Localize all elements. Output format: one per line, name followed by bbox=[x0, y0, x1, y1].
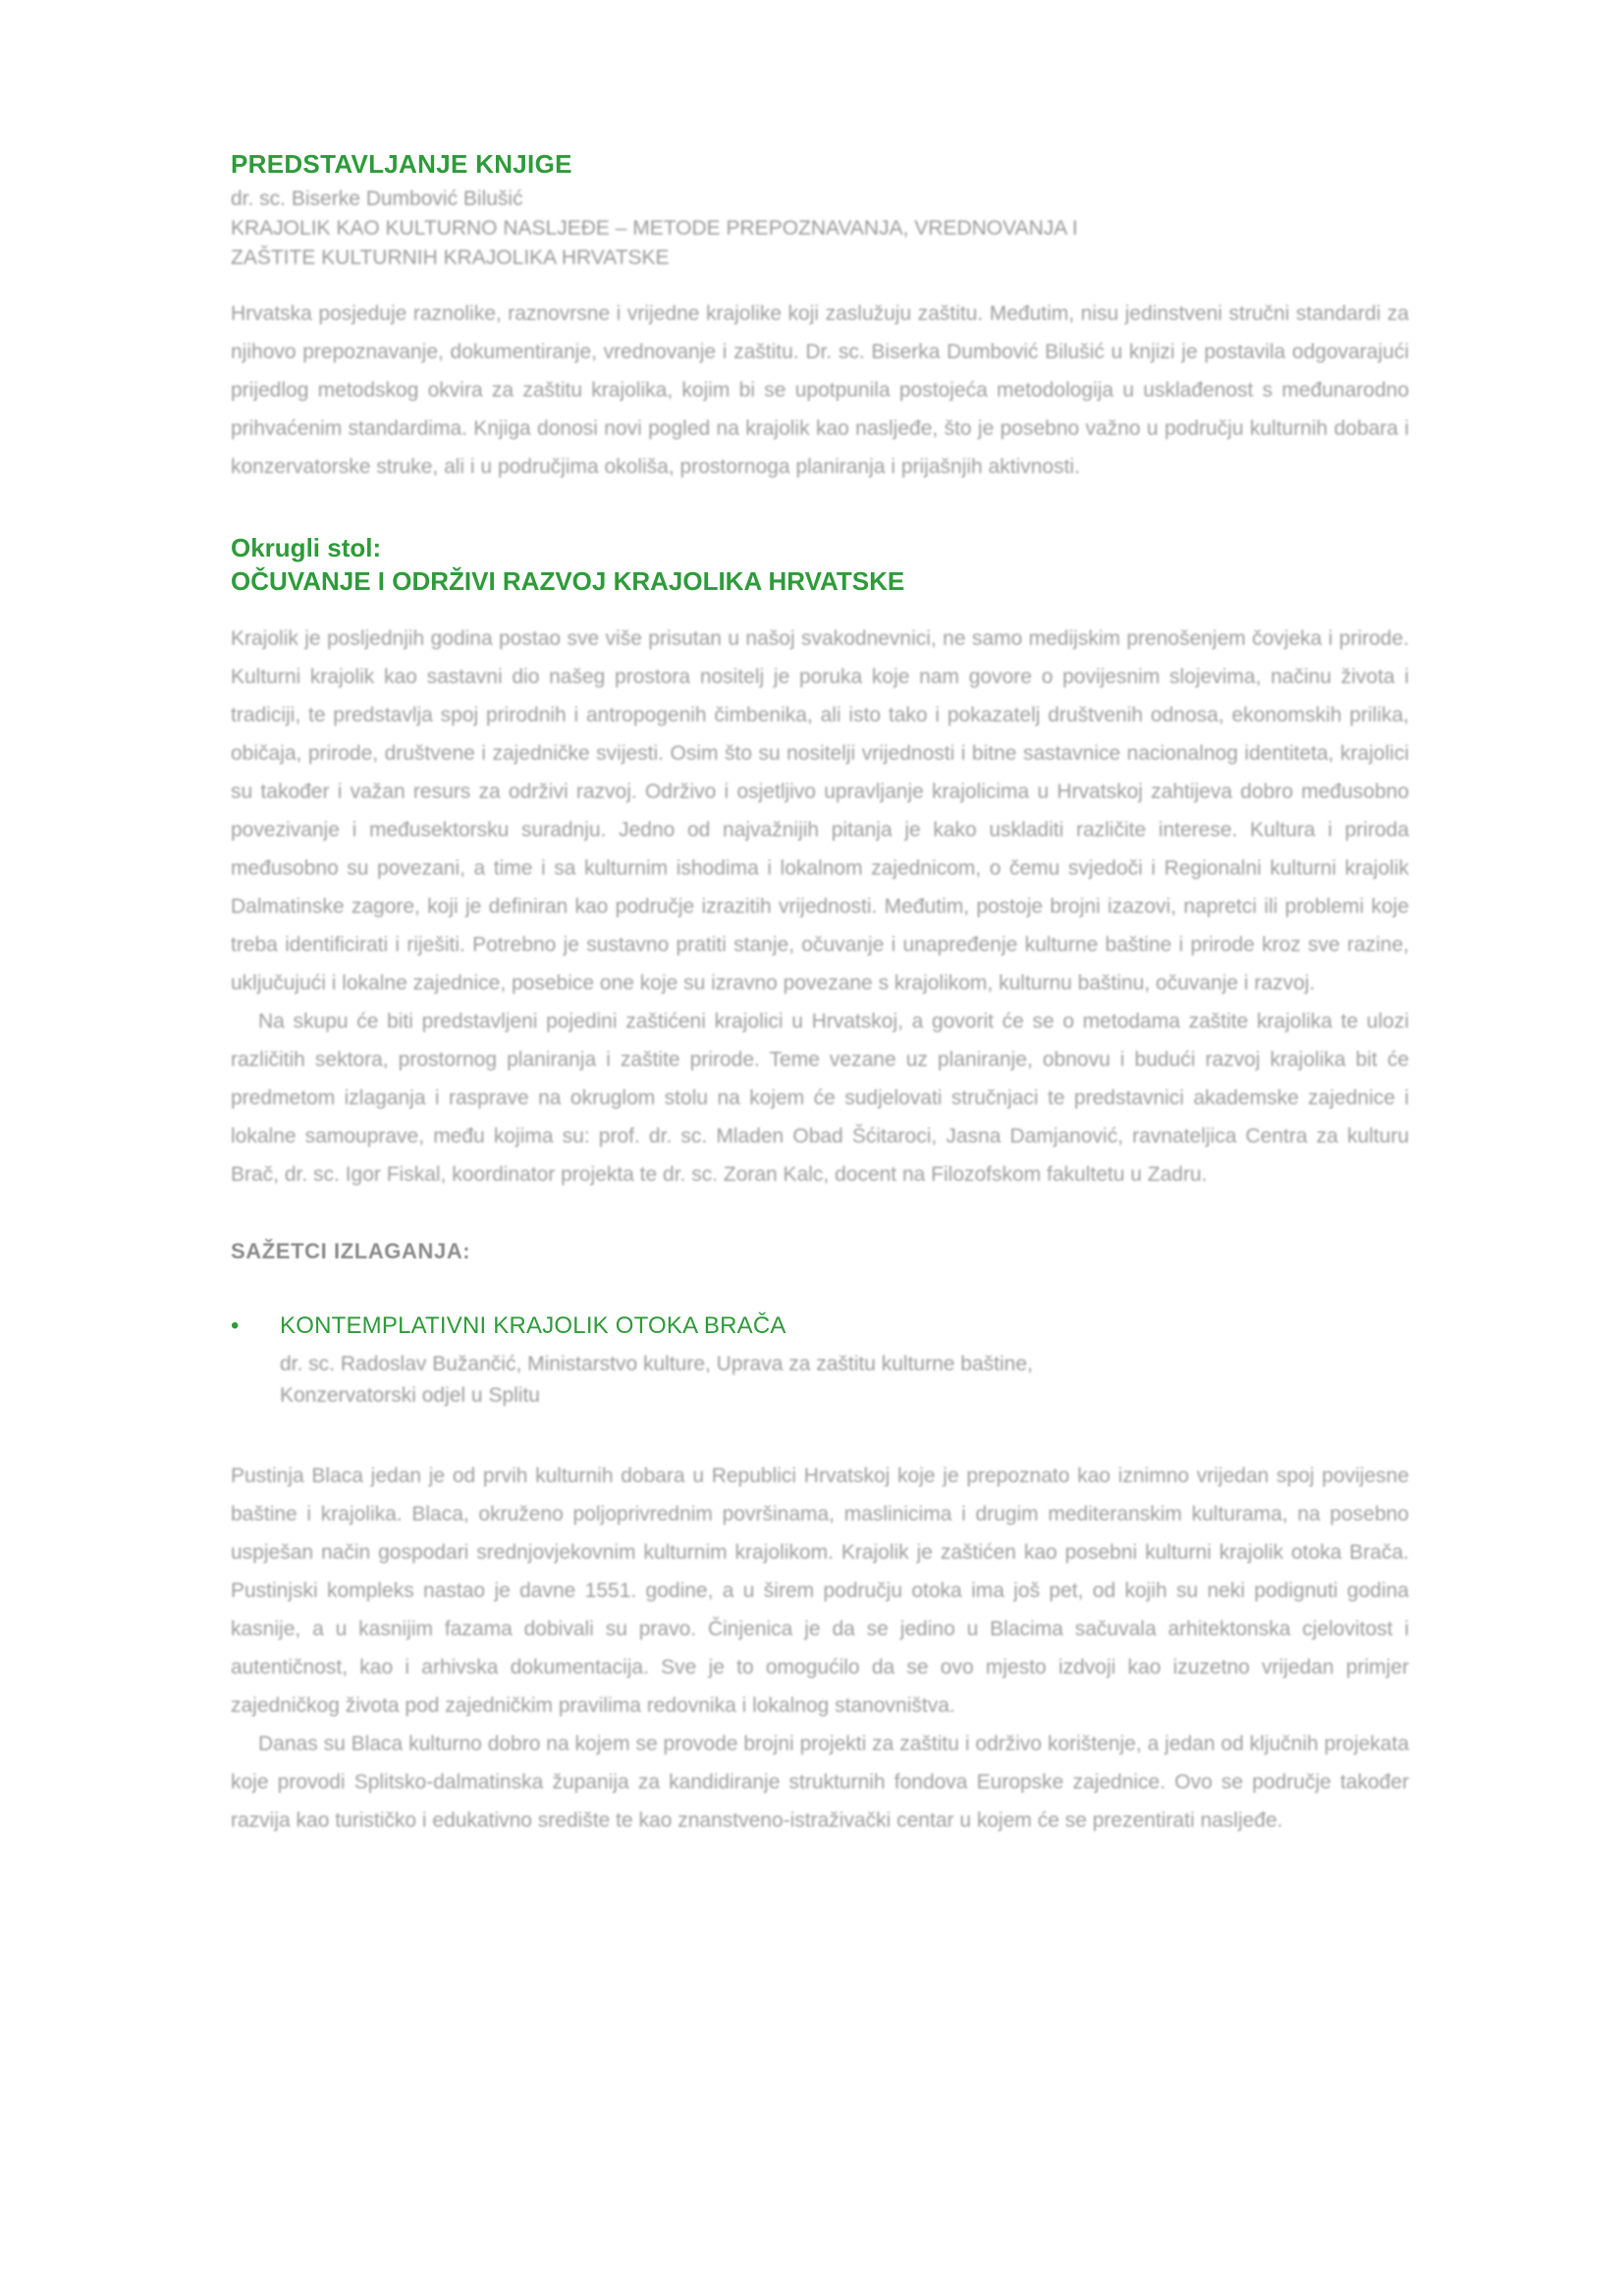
spacer bbox=[231, 273, 1409, 294]
list-item-body bbox=[280, 1309, 1409, 1412]
book-meta bbox=[231, 185, 1409, 273]
summary-heading: SAŽETCI IZLAGANJA: bbox=[231, 1239, 471, 1263]
roundtable-section bbox=[231, 531, 1409, 1194]
roundtable-paragraph-2: Na skupu će biti predstavljeni pojedini zaštićeni krajolici u Hrvatskoj, a govorit će se o metodama zaštite krajolika te ulozi različitih sektora, prostornog planiranja i zaštite prirode. Teme vezane uz planiranje, obnovu i budući razvoj krajolika bit će predmetom izlaganja i rasprave na okruglom stolu na kojem će sudjelovati stručnjaci te predstavnici akademske zajednice i lokalne samouprave, među kojima su: prof. dr. sc. Mladen Obad Šćitaroci, Jasna Damjanović, ravnateljica Centra za kulturu Brač, dr. sc. Igor Fiskal, koordinator projekta te dr. sc. Zoran Kalc, docent na Filozofskom fakultetu u Zadru. bbox=[231, 1010, 1409, 1186]
spacer bbox=[231, 598, 1409, 619]
bullet-icon: • bbox=[231, 1312, 240, 1339]
book-author: dr. sc. Biserke Dumbović Bilušić bbox=[231, 187, 523, 210]
book-presentation-section bbox=[231, 147, 1409, 486]
roundtable-paragraph-1: Krajolik je posljednjih godina postao sve više prisutan u našoj svakodnevnici, ne samo medijskim prenošenjem čovjeka i prirode. Kulturni krajolik kao sastavni dio našeg prostora nositelj je poruka koje nam govore o povijesnim slojevima, načinu života i tradiciji, te predstavlja spoj prirodnih i antropogenih čimbenika, ali isto tako i pokazatelj društvenih odnosa, ekonomskih prilika, običaja, prirode, društvene i zajedničke svijesti. Osim što su nositelji vrijednosti i bitne sastavnice nacionalnog identiteta, krajolici su također i važan resurs za održivi razvoj. Održivo i osjetljivo upravljanje krajolicima u Hrvatskoj zahtijeva dobro međusobno povezivanje i međusektorsku suradnju. Jedno od najvažnijih pitanja je kako uskladiti različite interese. Kultura i priroda međusobno su povezani, a time i sa kulturnim ishodima i lokalnom zajednicom, o čemu svjedoči i Regionalni kulturni krajolik Dalmatinske zagore, koji je definiran kao područje izrazitih vrijednosti. Međutim, postoje brojni izazovi, napretci ili problemi koje treba identificirati i riješiti. Potrebno je sustavno pratiti stanje, očuvanje i unapređenje kulturne baštine i prirode kroz sve razine, uključujući i lokalne zajednice, posebice one koje su izravno povezane s krajolikom, kulturnu baštinu, očuvanje i razvoj. bbox=[231, 627, 1409, 994]
spacer bbox=[231, 1194, 1409, 1239]
section-heading: PREDSTAVLJANJE KNJIGE bbox=[231, 149, 572, 179]
summary-paragraph-1: Pustinja Blaca jedan je od prvih kulturnih dobara u Republici Hrvatskoj koje je prepoznato kao iznimno vrijedan spoj povijesne baštine i krajolika. Blaca, okruženo poljoprivrednim površinama, maslinicima i drugim mediteranskim kulturama, na posebno uspješan način gospodari srednjovjekovnim kulturnim krajolikom. Krajolik je zaštićen kao posebni kulturni krajolik otoka Brača. Pustinjski kompleks nastao je davne 1551. godine, a u širem području otoka ima još pet, od kojih su neki podignuti godina kasnije, a u kasnijim fazama dobivali su pravo. Činjenica je da se jedino u Blacima sačuvala arhitektonska cjelovitost i autentičnost, kao i arhivska dokumentacija. Sve je to omogućilo da se ovo mjesto izdvoji kao izuzetno vrijedan primjer zajedničkog života pod zajedničkim pravilima redovnika i lokalnog stanovništva. bbox=[231, 1465, 1409, 1717]
list-item bbox=[231, 1309, 1409, 1412]
roundtable-title: OČUVANJE I ODRŽIVI RAZVOJ KRAJOLIKA HRVATSKE bbox=[231, 566, 905, 596]
summary-paragraph-2: Danas su Blaca kulturno dobro na kojem se provode brojni projekti za zaštitu i održivo korištenje, a jedan od ključnih projekata koje provodi Splitsko-dalmatinska županija za kandidiranje strukturnih fondova Europske zajednice. Ovo se područje također razvija kao turističko i edukativno središte te kao znanstveno-istraživački centar u kojem će se prezentirati nasljeđe. bbox=[231, 1733, 1409, 1832]
item-author-line-1: dr. sc. Radoslav Bužančić, Ministarstvo kulture, Uprava za zaštitu kulturne baštine, bbox=[280, 1353, 1033, 1375]
book-title-line-2: ZAŠTITE KULTURNIH KRAJOLIKA HRVATSKE bbox=[231, 246, 670, 269]
summary-section bbox=[231, 1239, 1409, 1840]
spacer bbox=[231, 1412, 1409, 1457]
item-title: KONTEMPLATIVNI KRAJOLIK OTOKA BRAČA bbox=[280, 1312, 786, 1339]
item-author-line-2: Konzervatorski odjel u Splitu bbox=[280, 1384, 540, 1407]
roundtable-lead: Okrugli stol: bbox=[231, 533, 382, 562]
book-paragraph: Hrvatska posjeduje raznolike, raznovrsne i vrijedne krajolike koji zaslužuju zaštitu. Međutim, nisu jedinstveni stručni standardi za njihovo prepoznavanje, dokumentiranje, vrednovanje i zaštitu. Dr. sc. Biserka Dumbović Bilušić u knjizi je postavila odgovarajući prijedlog metodskog okvira za zaštitu krajolika, kojim bi se upotpunila postojeća metodologija u usklađenost s međunarodno prihvaćenim standardima. Knjiga donosi novi pogled na krajolik kao nasljeđe, što je posebno važno u području kulturnih dobara i konzervatorske struke, ali i u područjima okoliša, prostornoga planiranja i prijašnjih aktivnosti. bbox=[231, 302, 1409, 478]
roundtable-heading bbox=[231, 531, 1409, 598]
item-author bbox=[280, 1349, 1409, 1412]
spacer bbox=[231, 1264, 1409, 1309]
page bbox=[231, 147, 1409, 1840]
book-title-line-1: KRAJOLIK KAO KULTURNO NASLJEĐE – METODE PREPOZNAVANJA, VREDNOVANJA I bbox=[231, 217, 1078, 240]
spacer bbox=[231, 486, 1409, 531]
